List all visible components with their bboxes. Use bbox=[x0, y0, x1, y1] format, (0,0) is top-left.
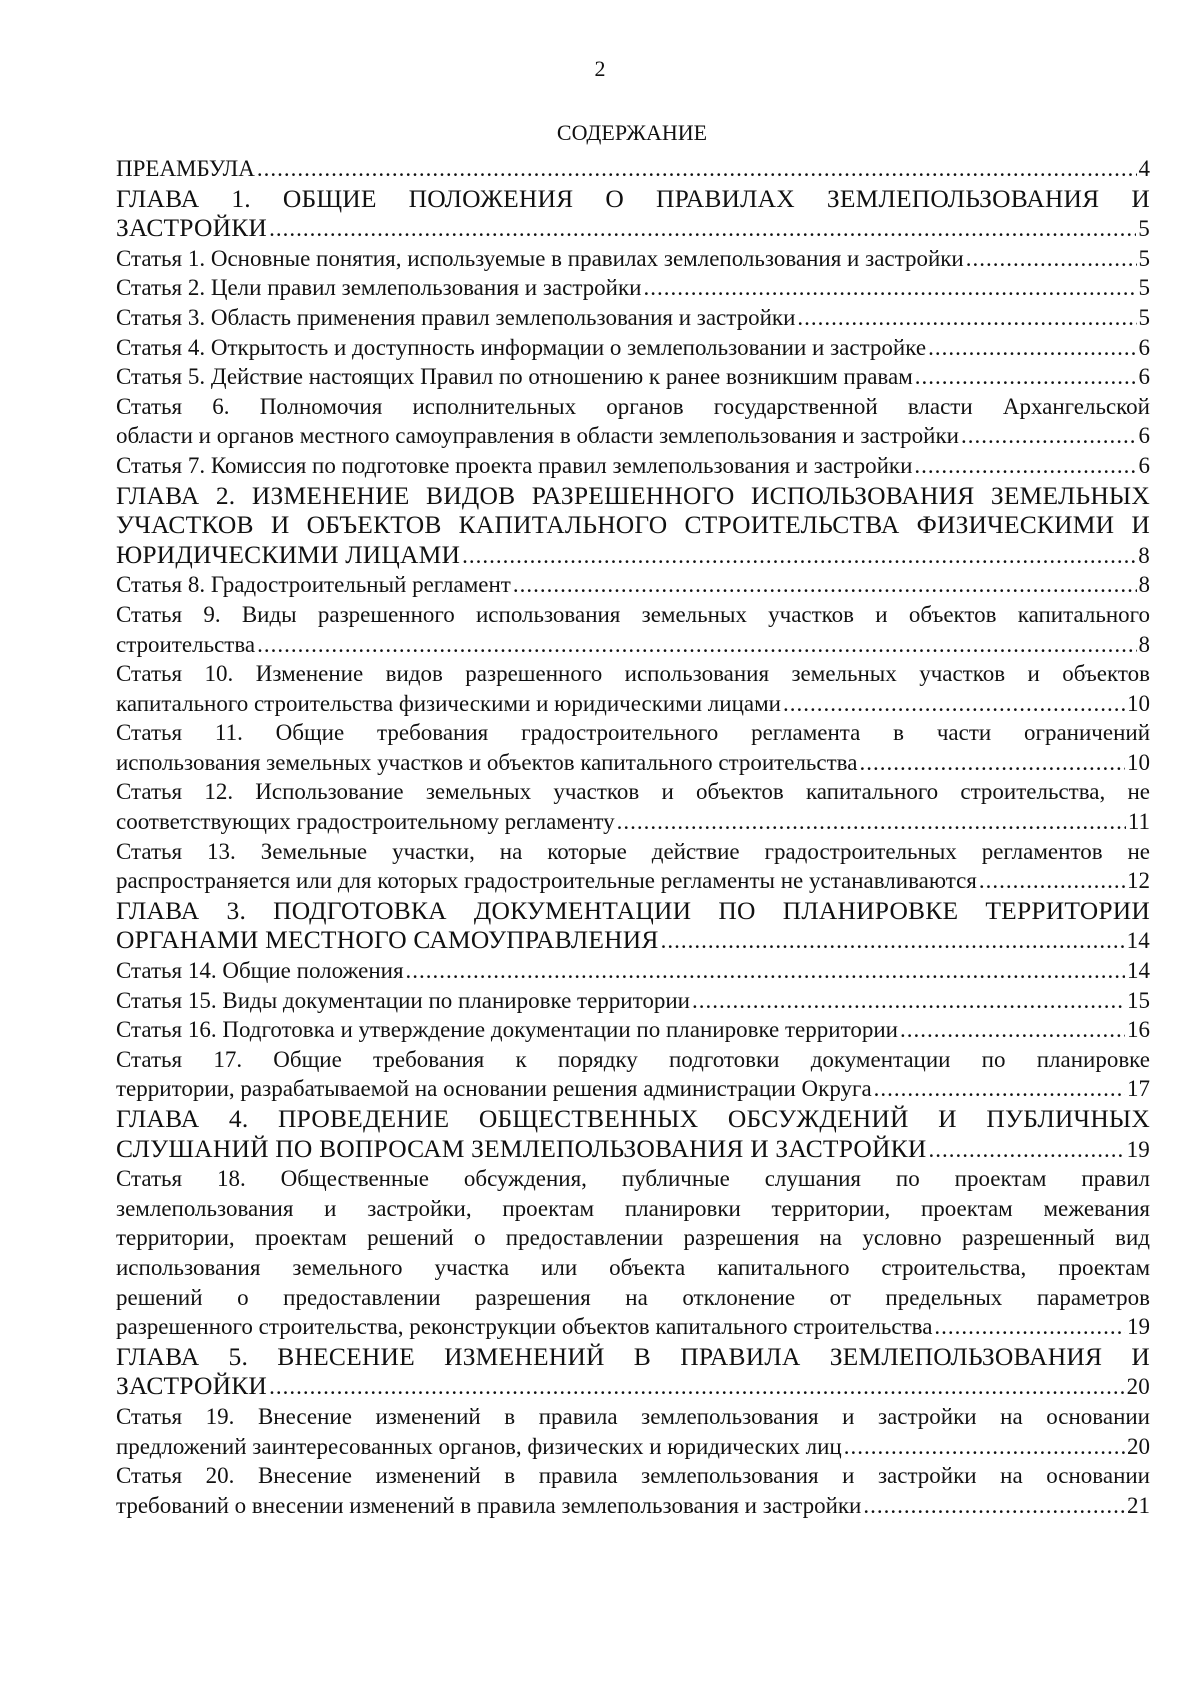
toc-entry-line: ГЛАВА 2. ИЗМЕНЕНИЕ ВИДОВ РАЗРЕШЕННОГО ИСПОЛЬЗОВАНИЯ ЗЕМЕЛЬНЫХ bbox=[116, 480, 1150, 510]
dot-leader bbox=[844, 1432, 1125, 1462]
toc-entry-page: 14 bbox=[1127, 958, 1150, 984]
toc-entry[interactable] bbox=[116, 303, 1150, 333]
toc-entry-page: 20 bbox=[1127, 1433, 1150, 1459]
toc-entry-last-line bbox=[116, 1491, 1150, 1521]
toc-entry[interactable] bbox=[116, 244, 1150, 274]
toc-entry-last-line bbox=[116, 1432, 1150, 1462]
toc-entry-text: ЗАСТРОЙКИ bbox=[116, 1371, 268, 1401]
toc-entry[interactable] bbox=[116, 451, 1150, 481]
toc-entry[interactable] bbox=[116, 1342, 1150, 1402]
toc-entry[interactable] bbox=[116, 600, 1150, 659]
dot-leader bbox=[900, 1015, 1125, 1045]
dot-leader bbox=[859, 748, 1125, 778]
toc-entry-last-line bbox=[116, 570, 1150, 600]
toc-entry[interactable] bbox=[116, 718, 1150, 777]
toc-entry-page: 16 bbox=[1127, 1017, 1150, 1043]
toc-entry-last-line bbox=[116, 689, 1150, 719]
toc-entry-line: Статья 13. Земельные участки, на которые действие градостроительных регламентов не bbox=[116, 838, 1150, 864]
toc-entry-last-line bbox=[116, 154, 1150, 184]
dot-leader bbox=[874, 1074, 1125, 1104]
dot-leader bbox=[914, 451, 1136, 481]
toc-entry-last-line bbox=[116, 273, 1150, 303]
toc-entry-page: 6 bbox=[1138, 423, 1150, 449]
toc-entry-text: капитального строительства физическими и юридическими лицами bbox=[116, 690, 781, 716]
toc-entry[interactable] bbox=[116, 481, 1150, 571]
toc-entry-line: ГЛАВА 3. ПОДГОТОВКА ДОКУМЕНТАЦИИ ПО ПЛАНИРОВКЕ ТЕРРИТОРИИ bbox=[116, 895, 1150, 925]
toc-entry-last-line bbox=[116, 333, 1150, 363]
toc-entry-last-line bbox=[116, 925, 1150, 956]
toc-entry-text: разрешенного строительства, реконструкции объектов капитального строительства bbox=[116, 1314, 933, 1340]
toc-entry-text: Статья 2. Цели правил землепользования и застройки bbox=[116, 275, 642, 301]
toc-entry-line: Статья 9. Виды разрешенного использования земельных участков и объектов капитального bbox=[116, 601, 1150, 627]
toc-entry-line: территории, проектам решений о предоставлении разрешения на условно разрешенный вид bbox=[116, 1225, 1150, 1251]
dot-leader bbox=[692, 986, 1125, 1016]
toc-entry-page: 5 bbox=[1138, 275, 1150, 301]
toc-entry-line: ГЛАВА 1. ОБЩИЕ ПОЛОЖЕНИЯ О ПРАВИЛАХ ЗЕМЛЕПОЛЬЗОВАНИЯ И bbox=[116, 183, 1150, 213]
toc-entry[interactable] bbox=[116, 333, 1150, 363]
toc-entry-text: ОРГАНАМИ МЕСТНОГО САМОУПРАВЛЕНИЯ bbox=[116, 925, 659, 955]
toc-entry[interactable] bbox=[116, 896, 1150, 956]
dot-leader bbox=[863, 1491, 1125, 1521]
toc-entry-last-line bbox=[116, 1074, 1150, 1104]
toc-entry-last-line bbox=[116, 362, 1150, 392]
toc-entry-text: СЛУШАНИЙ ПО ВОПРОСАМ ЗЕМЛЕПОЛЬЗОВАНИЯ И ЗАСТРОЙКИ bbox=[116, 1133, 927, 1163]
toc-entry-page: 6 bbox=[1138, 452, 1150, 478]
toc-entry-last-line bbox=[116, 1371, 1150, 1402]
toc-entry-line: ГЛАВА 5. ВНЕСЕНИЕ ИЗМЕНЕНИЙ В ПРАВИЛА ЗЕМЛЕПОЛЬЗОВАНИЯ И bbox=[116, 1341, 1150, 1371]
toc-entry[interactable] bbox=[116, 777, 1150, 836]
dot-leader bbox=[961, 421, 1137, 451]
dot-leader bbox=[797, 303, 1136, 333]
toc-entry-line: Статья 6. Полномочия исполнительных органов государственной власти Архангельской bbox=[116, 393, 1150, 419]
toc-entry[interactable] bbox=[116, 570, 1150, 600]
dot-leader bbox=[257, 630, 1136, 660]
toc-entry-line: Статья 18. Общественные обсуждения, публичные слушания по проектам правил bbox=[116, 1166, 1150, 1192]
toc-entry[interactable] bbox=[116, 392, 1150, 451]
toc-entry-text: территории, разрабатываемой на основании решения администрации Округа bbox=[116, 1076, 872, 1102]
toc-entry-page: 20 bbox=[1126, 1374, 1150, 1400]
toc-entry-page: 8 bbox=[1138, 542, 1150, 568]
toc-entry-last-line bbox=[116, 630, 1150, 660]
toc-entry[interactable] bbox=[116, 1045, 1150, 1104]
toc-entry-line: использования земельного участка или объекта капитального строительства, проектам bbox=[116, 1254, 1150, 1280]
toc-entry-text: Статья 4. Открытость и доступность информации о землепользовании и застройке bbox=[116, 334, 927, 360]
dot-leader bbox=[257, 154, 1137, 184]
toc-entry-page: 6 bbox=[1138, 334, 1150, 360]
toc-entry-text: Статья 5. Действие настоящих Правил по отношению к ранее возникшим правам bbox=[116, 364, 913, 390]
toc-entry-text: Статья 8. Градостроительный регламент bbox=[116, 572, 511, 598]
table-of-contents bbox=[116, 154, 1150, 1520]
toc-entry-last-line bbox=[116, 986, 1150, 1016]
toc-entry-line: ГЛАВА 4. ПРОВЕДЕНИЕ ОБЩЕСТВЕННЫХ ОБСУЖДЕНИЙ И ПУБЛИЧНЫХ bbox=[116, 1104, 1150, 1133]
toc-entry-last-line bbox=[116, 1015, 1150, 1045]
dot-leader bbox=[915, 362, 1137, 392]
toc-entry-page: 15 bbox=[1127, 987, 1150, 1013]
toc-entry-last-line bbox=[116, 1312, 1150, 1342]
toc-entry-text: Статья 1. Основные понятия, используемые в правилах землепользования и застройки bbox=[116, 245, 964, 271]
dot-leader bbox=[783, 689, 1125, 719]
toc-entry[interactable] bbox=[116, 659, 1150, 718]
toc-entry-page: 5 bbox=[1138, 304, 1150, 330]
dot-leader bbox=[661, 926, 1125, 956]
toc-entry-page: 8 bbox=[1138, 631, 1150, 657]
toc-entry-text: Статья 16. Подготовка и утверждение документации по планировке территории bbox=[116, 1017, 898, 1043]
toc-entry-line: решений о предоставлении разрешения на отклонение от предельных параметров bbox=[116, 1284, 1150, 1310]
toc-entry-page: 12 bbox=[1127, 868, 1150, 894]
toc-entry-text: ПРЕАМБУЛА bbox=[116, 156, 255, 181]
toc-entry[interactable] bbox=[116, 1461, 1150, 1520]
dot-leader bbox=[928, 1135, 1124, 1165]
toc-entry-page: 21 bbox=[1127, 1492, 1150, 1518]
toc-entry-last-line bbox=[116, 956, 1150, 986]
toc-entry-line: Статья 19. Внесение изменений в правила землепользования и застройки на основании bbox=[116, 1403, 1150, 1429]
toc-entry-last-line bbox=[116, 748, 1150, 778]
toc-entry-line: Статья 11. Общие требования градостроительного регламента в части ограничений bbox=[116, 720, 1150, 746]
toc-entry-text: использования земельных участков и объектов капитального строительства bbox=[116, 749, 858, 775]
toc-entry-page: 10 bbox=[1127, 749, 1150, 775]
dot-leader bbox=[269, 1372, 1125, 1402]
toc-entry-text: Статья 14. Общие положения bbox=[116, 958, 404, 984]
toc-entry[interactable] bbox=[116, 273, 1150, 303]
toc-entry[interactable] bbox=[116, 184, 1150, 244]
toc-entry[interactable] bbox=[116, 362, 1150, 392]
dot-leader bbox=[643, 273, 1136, 303]
toc-entry[interactable] bbox=[116, 1402, 1150, 1461]
toc-entry-page: 10 bbox=[1127, 690, 1150, 716]
toc-title: СОДЕРЖАНИЕ bbox=[556, 120, 708, 145]
dot-leader bbox=[966, 244, 1137, 274]
toc-entry-text: Статья 7. Комиссия по подготовке проекта правил землепользования и застройки bbox=[116, 452, 913, 478]
toc-entry[interactable] bbox=[116, 986, 1150, 1016]
toc-entry-last-line bbox=[116, 451, 1150, 481]
toc-entry-page: 4 bbox=[1138, 156, 1150, 181]
dot-leader bbox=[979, 866, 1125, 896]
toc-entry-page: 19 bbox=[1127, 1314, 1150, 1340]
toc-entry-last-line bbox=[116, 244, 1150, 274]
toc-entry[interactable] bbox=[116, 956, 1150, 986]
dot-leader bbox=[513, 570, 1137, 600]
dot-leader bbox=[934, 1312, 1125, 1342]
toc-entry-text: Статья 3. Область применения правил землепользования и застройки bbox=[116, 304, 796, 330]
toc-entry-text: строительства bbox=[116, 631, 256, 657]
toc-entry-page: 19 bbox=[1126, 1136, 1150, 1162]
toc-entry-text: ЗАСТРОЙКИ bbox=[116, 213, 268, 243]
toc-entry[interactable] bbox=[116, 154, 1150, 184]
toc-entry-last-line bbox=[116, 421, 1150, 451]
toc-entry-text: соответствующих градостроительному регламенту bbox=[116, 809, 615, 835]
toc-entry-text: Статья 15. Виды документации по планировке территории bbox=[116, 987, 690, 1013]
toc-entry[interactable] bbox=[116, 1164, 1150, 1342]
toc-entry-page: 6 bbox=[1138, 364, 1150, 390]
toc-entry-text: распространяется или для которых градостроительные регламенты не устанавливаются bbox=[116, 868, 977, 894]
toc-entry-page: 14 bbox=[1126, 928, 1150, 954]
toc-entry-line: Статья 20. Внесение изменений в правила землепользования и застройки на основании bbox=[116, 1463, 1150, 1489]
toc-entry-last-line bbox=[116, 807, 1150, 837]
toc-entry[interactable] bbox=[116, 1104, 1150, 1164]
dot-leader bbox=[406, 956, 1125, 986]
dot-leader bbox=[269, 214, 1136, 244]
toc-entry-line: землепользования и застройки, проектам планировки территории, проектам межевания bbox=[116, 1195, 1150, 1221]
toc-entry-last-line bbox=[116, 866, 1150, 896]
toc-entry-page: 17 bbox=[1127, 1076, 1150, 1102]
toc-entry-last-line bbox=[116, 1134, 1150, 1165]
toc-entry-text: области и органов местного самоуправления в области землепользования и застройки bbox=[116, 423, 959, 449]
toc-entry-line: Статья 12. Использование земельных участков и объектов капитального строительства, не bbox=[116, 779, 1150, 805]
toc-entry-last-line bbox=[116, 213, 1150, 244]
toc-entry-line: Статья 17. Общие требования к порядку подготовки документации по планировке bbox=[116, 1046, 1150, 1072]
toc-entry-line: УЧАСТКОВ И ОБЪЕКТОВ КАПИТАЛЬНОГО СТРОИТЕЛЬСТВА ФИЗИЧЕСКИМИ И bbox=[116, 510, 1150, 540]
toc-entry-page: 5 bbox=[1138, 245, 1150, 271]
toc-entry-text: предложений заинтересованных органов, физических и юридических лиц bbox=[116, 1433, 842, 1459]
dot-leader bbox=[462, 541, 1136, 571]
dot-leader bbox=[928, 333, 1136, 363]
dot-leader bbox=[617, 807, 1126, 837]
toc-entry-text: требований о внесении изменений в правила землепользования и застройки bbox=[116, 1492, 862, 1518]
toc-entry[interactable] bbox=[116, 837, 1150, 896]
toc-entry-last-line bbox=[116, 303, 1150, 333]
toc-entry-page: 11 bbox=[1127, 809, 1150, 835]
page-number: 2 bbox=[594, 56, 606, 81]
toc-entry[interactable] bbox=[116, 1015, 1150, 1045]
toc-entry-line: Статья 10. Изменение видов разрешенного использования земельных участков и объектов bbox=[116, 661, 1150, 687]
toc-entry-last-line bbox=[116, 540, 1150, 571]
toc-entry-text: ЮРИДИЧЕСКИМИ ЛИЦАМИ bbox=[116, 539, 461, 569]
toc-entry-page: 5 bbox=[1138, 216, 1150, 242]
toc-entry-page: 8 bbox=[1138, 572, 1150, 598]
